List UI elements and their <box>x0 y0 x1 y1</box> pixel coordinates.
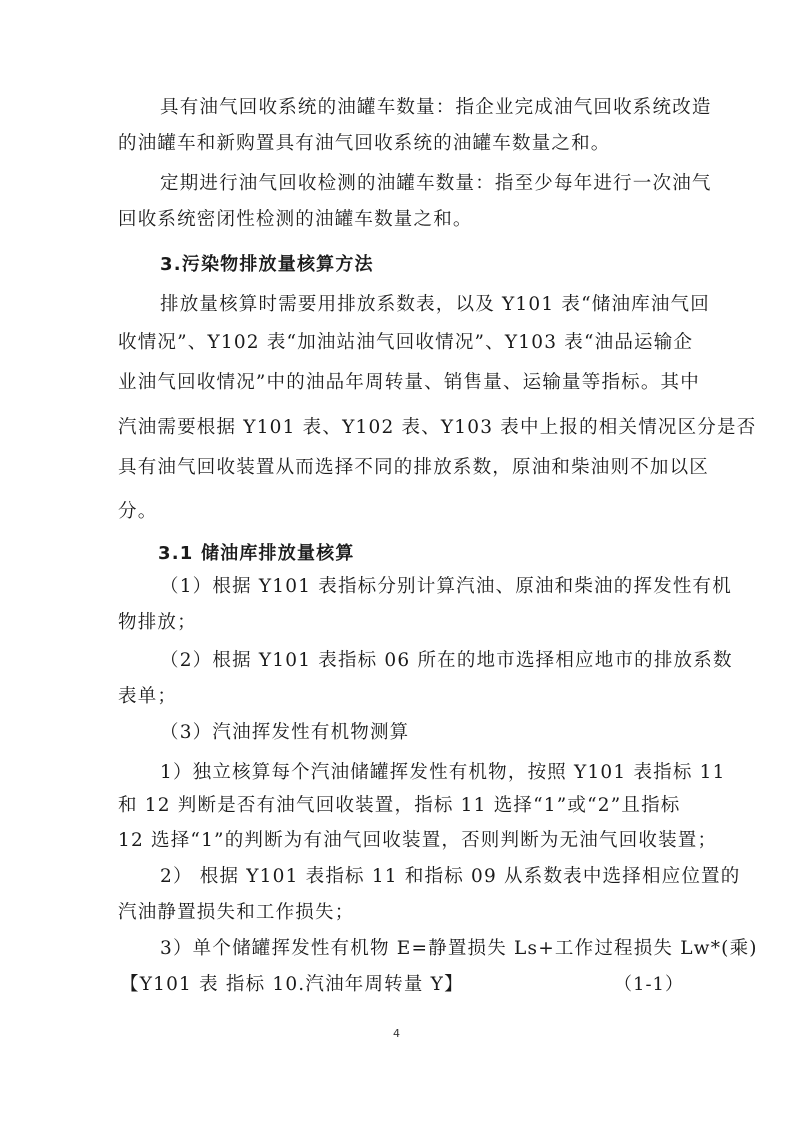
paragraph-line: 具有油气回收装置从而选择不同的排放系数，原油和柴油则不加以区 <box>118 457 710 478</box>
paragraph-line: 和 12 判断是否有油气回收装置，指标 11 选择“1”或“2”且指标 <box>118 795 681 816</box>
paragraph-line: （2）根据 Y101 表指标 06 所在的地市选择相应地市的排放系数 <box>160 650 733 671</box>
paragraph-line: 业油气回收情况”中的油品年周转量、销售量、运输量等指标。其中 <box>118 372 700 393</box>
formula-line: 【Y101 表 指标 10.汽油年周转量 Y】 <box>120 974 464 995</box>
paragraph-line: （3）汽油挥发性有机物测算 <box>160 722 410 743</box>
paragraph-line: 定期进行油气回收检测的油罐车数量：指至少每年进行一次油气 <box>160 173 712 194</box>
paragraph-line: 3）单个储罐挥发性有机物 E=静置损失 Ls+工作过程损失 Lw*(乘) <box>160 938 758 959</box>
paragraph-line: 12 选择“1”的判断为有油气回收装置，否则判断为无油气回收装置； <box>118 830 718 851</box>
paragraph-line: 物排放； <box>118 612 197 633</box>
paragraph-line: 汽油需要根据 Y101 表、Y102 表、Y103 表中上报的相关情况区分是否 <box>118 417 757 438</box>
paragraph-line: 收情况”、Y102 表“加油站油气回收情况”、Y103 表“油品运输企 <box>118 332 694 353</box>
paragraph-line: 的油罐车和新购置具有油气回收系统的油罐车数量之和。 <box>118 133 611 154</box>
paragraph-line: 表单； <box>118 686 178 707</box>
paragraph-line: 回收系统密闭性检测的油罐车数量之和。 <box>118 209 473 230</box>
paragraph-line: 1）独立核算每个汽油储罐挥发性有机物，按照 Y101 表指标 11 <box>160 762 726 783</box>
page-number: 4 <box>393 1027 400 1040</box>
subsection-heading: 3.1 储油库排放量核算 <box>158 543 355 564</box>
paragraph-line: 排放量核算时需要用排放系数表，以及 Y101 表“储油库油气回 <box>160 294 710 315</box>
section-heading: 3.污染物排放量核算方法 <box>160 254 374 275</box>
paragraph-line: 汽油静置损失和工作损失； <box>118 902 355 923</box>
paragraph-line: （1）根据 Y101 表指标分别计算汽油、原油和柴油的挥发性有机 <box>160 576 732 597</box>
paragraph-line: 具有油气回收系统的油罐车数量：指企业完成油气回收系统改造 <box>160 97 712 118</box>
equation-number: （1-1） <box>614 974 684 995</box>
paragraph-line: 2） 根据 Y101 表指标 11 和指标 09 从系数表中选择相应位置的 <box>160 866 741 887</box>
paragraph-line: 分。 <box>118 501 158 522</box>
